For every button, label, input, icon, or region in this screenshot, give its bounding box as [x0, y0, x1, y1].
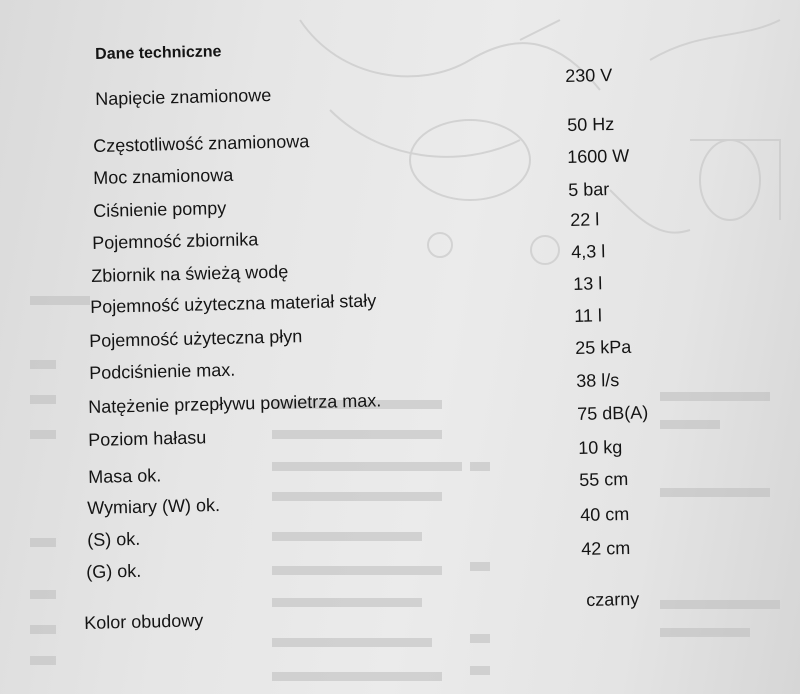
- spec-value: 10 kg: [578, 437, 623, 458]
- spec-value: 5 bar: [568, 179, 610, 200]
- spec-label: Ciśnienie pompy: [93, 197, 227, 221]
- spec-value: 38 l/s: [576, 370, 620, 391]
- spec-label: Częstotliwość znamionowa: [93, 131, 310, 156]
- spec-value: czarny: [586, 588, 640, 610]
- spec-value: 4,3 l: [571, 241, 606, 262]
- spec-value: 50 Hz: [567, 113, 615, 135]
- spec-value: 25 kPa: [575, 336, 632, 358]
- spec-label: Pojemność użyteczna płyn: [89, 326, 303, 351]
- spec-value: 55 cm: [579, 468, 629, 490]
- spec-label: Pojemność zbiornika: [92, 229, 259, 253]
- spec-label: Wymiary (W) ok.: [87, 494, 221, 518]
- page-title: Dane techniczne: [95, 43, 222, 63]
- spec-label: (G) ok.: [86, 560, 142, 582]
- spec-label: Napięcie znamionowe: [95, 85, 272, 109]
- spec-label: Zbiornik na świeżą wodę: [91, 261, 289, 286]
- spec-value: 230 V: [565, 64, 613, 86]
- spec-label: Masa ok.: [88, 465, 162, 487]
- spec-label: (S) ok.: [87, 528, 141, 550]
- spec-label: Moc znamionowa: [93, 164, 234, 188]
- spec-value: 40 cm: [580, 503, 630, 525]
- spec-label: Pojemność użyteczna materiał stały: [90, 290, 377, 317]
- spec-value: 75 dB(A): [577, 402, 649, 424]
- spec-value: 13 l: [573, 273, 603, 294]
- spec-label: Natężenie przepływu powietrza max.: [88, 390, 382, 417]
- spec-label: Kolor obudowy: [84, 610, 204, 633]
- spec-label: Podciśnienie max.: [89, 359, 236, 383]
- spec-value: 22 l: [570, 209, 600, 230]
- spec-label: Poziom hałasu: [88, 427, 207, 450]
- spec-value: 11 l: [574, 305, 603, 326]
- spec-value: 42 cm: [581, 537, 631, 559]
- spec-value: 1600 W: [567, 145, 630, 167]
